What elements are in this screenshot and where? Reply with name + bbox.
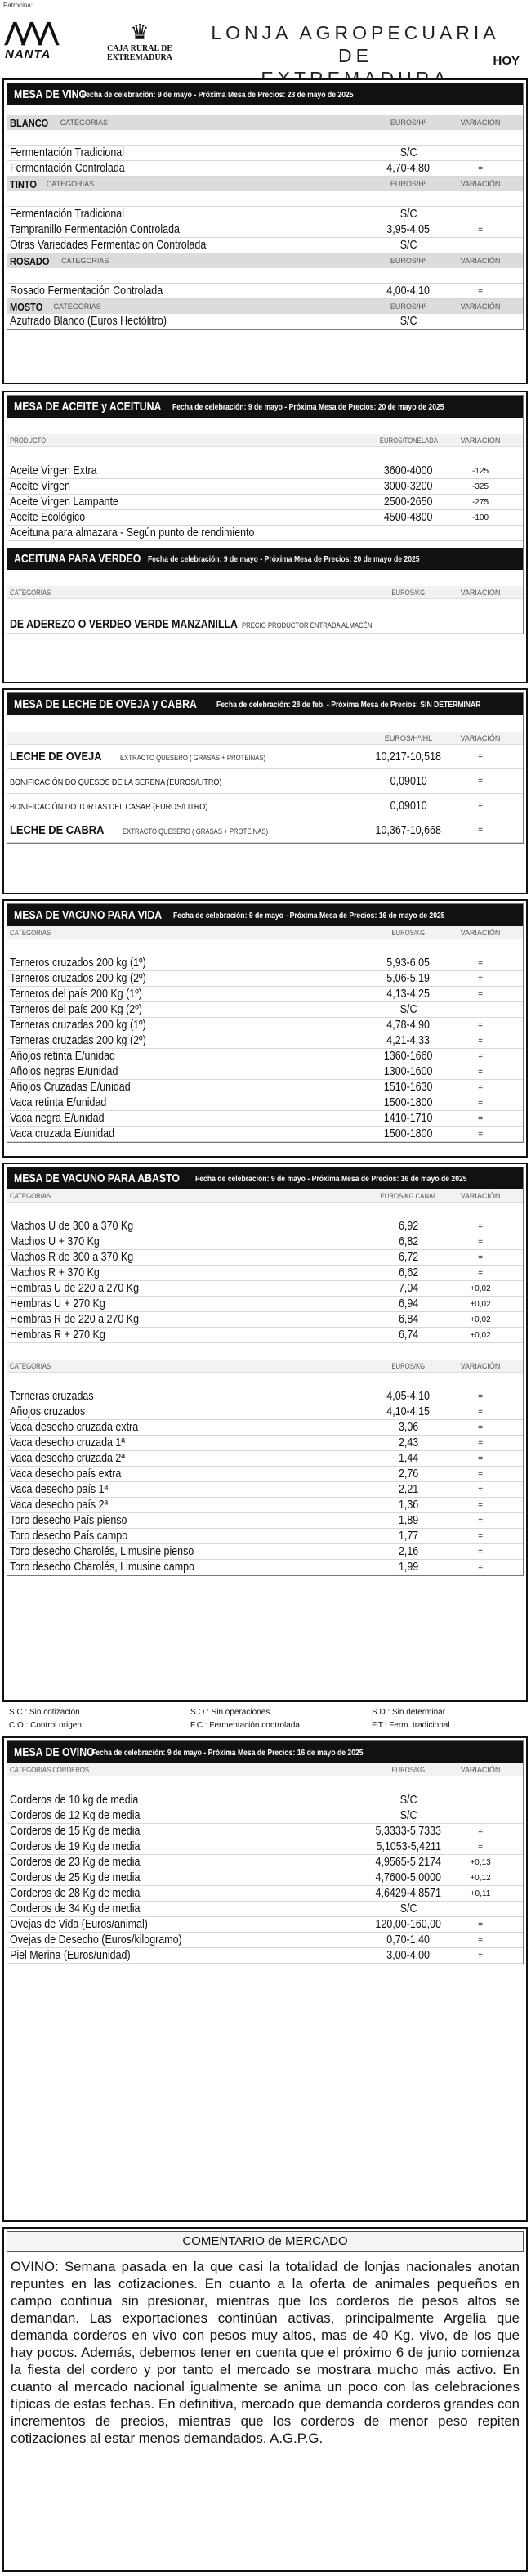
section-vino <box>2 78 528 384</box>
table-row: Vaca desecho cruzada 2ª 1,44 = <box>7 1451 523 1467</box>
hoy-logo: HOY <box>493 54 520 68</box>
table-row: Terneros cruzados 200 kg (1º) 5,93-6,05 = <box>7 956 523 971</box>
table-row: Corderos de 23 Kg de media 4,9565-5,2174 +0,13 <box>7 1855 523 1870</box>
table-row: Toro desecho País pienso 1,89 = <box>7 1513 523 1529</box>
table-row: Otras Variedades Fermentación Controlada S/C <box>7 238 523 253</box>
verdeo-title-bar: ACEITUNA PARA VERDEO Fecha de celebración: 9 de mayo - Próxima Mesa de Precios: 20 de mayo de 2025 <box>7 548 523 570</box>
sponsor-logos <box>5 20 185 69</box>
table-row: Añojos Cruzadas E/unidad 1510-1630 = <box>7 1080 523 1095</box>
market-comment <box>2 2227 528 2572</box>
table-row: Machos R de 300 a 370 Kg 6,72 = <box>7 1250 523 1266</box>
table-row: Vaca desecho cruzada 1ª 2,43 = <box>7 1436 523 1451</box>
table-row: Ovejas de Vida (Euros/animal) 120,00-160,00 = <box>7 1917 523 1933</box>
legend-row: C.O.: Control origen F.C.: Fermentación controlada F.T.: Ferm. tradicional <box>9 1720 450 1730</box>
column-header: EUROS/Hº/HL VARIACIÓN <box>7 732 523 745</box>
table-row: Añojos cruzados 4,10-4,15 = <box>7 1404 523 1420</box>
table-row: Corderos de 28 Kg de media 4,6429-4,8571 +0,11 <box>7 1886 523 1902</box>
table-row: Vaca desecho cruzada extra 3,06 = <box>7 1420 523 1436</box>
table-row: Machos U de 300 a 370 Kg 6,92 = <box>7 1219 523 1234</box>
section-title-bar: MESA DE ACEITE y ACEITUNA Fecha de celebración: 9 de mayo - Próxima Mesa de Precios: 20 de mayo de 2025 <box>7 396 523 418</box>
nanta-logo: ⋀⋀⋀ NANTA <box>5 20 70 67</box>
table-row: Aceituna para almazara - Según punto de rendimiento <box>7 526 523 541</box>
table-row: Corderos de 25 Kg de media 4,7600-5,0000 +0,12 <box>7 1870 523 1886</box>
header <box>0 11 531 72</box>
section-leche <box>2 688 528 894</box>
table-row: BONIFICACIÓN DO QUESOS DE LA SERENA (EUROS/LITRO) 0,09010 = <box>7 769 523 794</box>
table-row: Corderos de 12 Kg de media S/C <box>7 1808 523 1824</box>
section-ovino <box>2 1736 528 2222</box>
section-title-bar: MESA DE VACUNO PARA VIDA Fecha de celebración: 9 de mayo - Próxima Mesa de Precios: 16 de mayo de 2025 <box>7 904 523 926</box>
table-row: Terneros del país 200 Kg (1º) 4,13-4,25 = <box>7 987 523 1002</box>
table-row: Vaca desecho país 2ª 1,36 = <box>7 1498 523 1513</box>
table-row: Machos U + 370 Kg 6,82 = <box>7 1234 523 1250</box>
table-row: Azufrado Blanco (Euros Hectólitro) S/C <box>7 314 523 329</box>
table-row: Fermentación Tradicional S/C <box>7 207 523 222</box>
table-row: Terneras cruzadas 200 kg (1º) 4,78-4,90 = <box>7 1018 523 1033</box>
table-row: Terneros cruzados 200 kg (2º) 5,06-5,19 = <box>7 971 523 987</box>
table-row: Corderos de 10 kg de media S/C <box>7 1793 523 1808</box>
category-row: MOSTO CATEGORIAS EUROS/Hº VARIACIÓN <box>7 299 523 314</box>
table-row <box>7 191 523 207</box>
table-row: Aceite Virgen 3000-3200 -325 <box>7 479 523 495</box>
comment-title: COMENTARIO de MERCADO <box>7 2231 524 2252</box>
table-row: Vaca desecho país extra 2,76 = <box>7 1467 523 1482</box>
table-row: Aceite Ecológico 4500-4800 -100 <box>7 510 523 526</box>
section-vacuno-vida <box>2 899 528 1158</box>
table-row: Vaca desecho país 1ª 2,21 = <box>7 1482 523 1498</box>
page-title: LONJA AGROPECUARIA DE <box>211 22 500 66</box>
table-row: Aceite Virgen Lampante 2500-2650 -275 <box>7 495 523 510</box>
table-row: Tempranillo Fermentación Controlada 3,95-4,05 = <box>7 222 523 238</box>
table-row: Aceite Virgen Extra 3600-4000 -125 <box>7 464 523 479</box>
table-row: Hembras U de 220 a 270 Kg 7,04 +0,02 <box>7 1281 523 1297</box>
verdeo-row: DE ADEREZO O VERDEO VERDE MANZANILLA PRECIO PRODUCTOR ENTRADA ALMACÉN <box>7 616 523 634</box>
section-title-bar: MESA DE VINO Fecha de celebración: 9 de mayo - Próxima Mesa de Precios: 23 de mayo de 2025 <box>7 83 523 105</box>
column-header: CATEGORIAS EUROS/KG VARIACIÓN <box>7 1360 523 1373</box>
table-row: Terneras cruzadas 200 kg (2º) 4,21-4,33 = <box>7 1033 523 1049</box>
table-row: Fermentación Tradicional S/C <box>7 146 523 161</box>
table-row: Hembras U + 270 Kg 6,94 +0,02 <box>7 1297 523 1312</box>
section-vacuno-abasto <box>2 1163 528 1702</box>
table-row: Piel Merina (Euros/unidad) 3,00-4,00 = <box>7 1948 523 1964</box>
category-row: ROSADO CATEGORIAS EUROS/Hº VARIACIÓN <box>7 253 523 268</box>
table-row: Terneras cruzadas 4,05-4,10 = <box>7 1389 523 1404</box>
legend-row: S.C.: Sin cotización S.O.: Sin operaciones S.D.: Sin determinar <box>9 1707 446 1717</box>
table-row: Rosado Fermentación Controlada 4,00-4,10 = <box>7 284 523 299</box>
table-row: Toro desecho Charolés, Limusine campo 1,99 = <box>7 1560 523 1575</box>
table-row: Hembras R + 270 Kg 6,74 +0,02 <box>7 1328 523 1343</box>
comment-text: OVINO: Semana pasada en la que casi la totalidad de lonjas nacionales anotan repuntes en las cotizaciones. En cuanto a la oferta de animales pequeños en campo continua sin presionar, mientras que los corderos de pesos altos se demandan. Las exportaciones continúan activas, principalmente Argelia que demanda corderos en vivo con pesos muy altos, mas de 40 Kg. vivo, de los que hay pocos. Además, debemos tener en cuenta que el próximo 6 de junio comienza la fiesta del cordero y por tanto el mercado se mostrara mucho más activo. En cuanto al mercado nacional igualmente se anima un poco con las celebraciones típicas de estas fechas. En definitiva, mercado que demanda corderos grandes con incrementos de precios, mientras que los corderos de menor peso repiten cotizaciones al estar menos demandados. A.G.P.G. <box>11 2259 520 2446</box>
category-row: BLANCO CATEGORIAS EUROS/Hº VARIACIÓN <box>7 115 523 130</box>
category-row: TINTO CATEGORIAS EUROS/Hº VARIACIÓN <box>7 177 523 191</box>
table-row: Vaca retinta E/unidad 1500-1800 = <box>7 1095 523 1111</box>
table-row: Vaca cruzada E/unidad 1500-1800 = <box>7 1127 523 1142</box>
table-row: Terneros del país 200 Kg (2º) S/C <box>7 1002 523 1018</box>
column-header: CATEGORIAS EUROS/KG VARIACIÓN <box>7 926 523 939</box>
table-row: Ovejas de Desecho (Euros/kilogramo) 0,70-1,40 = <box>7 1933 523 1948</box>
table-row <box>7 130 523 146</box>
nanta-mark-icon: ⋀⋀⋀ <box>5 19 56 46</box>
table-row: Añojos retinta E/unidad 1360-1660 = <box>7 1049 523 1064</box>
column-header: CATEGORIAS CORDEROS EUROS/KG VARIACIÓN <box>7 1763 523 1776</box>
column-header: CATEGORIAS EUROS/KG CANAL VARIACIÓN <box>7 1189 523 1203</box>
section-title-bar: MESA DE VACUNO PARA ABASTO Fecha de celebración: 9 de mayo - Próxima Mesa de Precios: 16 de mayo de 2025 <box>7 1167 523 1189</box>
table-row: Toro desecho Charolés, Limusine pienso 2,16 = <box>7 1544 523 1560</box>
sponsor-label: Patrocina: <box>3 2 33 9</box>
table-row: Corderos de 15 Kg de media 5,3333-5,7333 = <box>7 1824 523 1839</box>
table-row: Fermentación Controlada 4,70-4,80 = <box>7 161 523 177</box>
section-aceite <box>2 391 528 683</box>
table-row: Corderos de 19 Kg de media 5,1053-5,4211 = <box>7 1839 523 1855</box>
legend <box>2 1705 528 1732</box>
table-row: Machos R + 370 Kg 6,62 = <box>7 1266 523 1281</box>
crown-icon: ♛ <box>130 20 149 44</box>
table-row <box>7 268 523 284</box>
table-row: Añojos negras E/unidad 1300-1600 = <box>7 1064 523 1080</box>
table-row: LECHE DE OVEJA EXTRACTO QUESERO ( GRASAS + PROTEINAS) 10,217-10,518 = <box>7 745 523 769</box>
table-row: BONIFICACIÓN DO TORTAS DEL CASAR (EUROS/LITRO) 0,09010 = <box>7 794 523 818</box>
section-title-bar: MESA DE LECHE DE OVEJA y CABRA Fecha de celebración: 28 de feb. - Próxima Mesa de Precios: SIN DETERMINAR <box>7 693 523 715</box>
caja-rural-logo: ♛ CAJA RURAL DE EXTREMADURA <box>87 20 193 67</box>
column-header: PRODUCTO EUROS/TONELADA VARIACIÓN <box>7 434 523 447</box>
table-row: LECHE DE CABRA EXTRACTO QUESERO ( GRASAS + PROTEINAS) 10,367-10,668 = <box>7 818 523 843</box>
column-header: CATEGORIAS EUROS/KG VARIACIÓN <box>7 586 523 599</box>
table-row: Corderos de 34 Kg de media S/C <box>7 1902 523 1917</box>
table-row: Toro desecho País campo 1,77 = <box>7 1529 523 1544</box>
table-row: Hembras R de 220 a 270 Kg 6,84 +0,02 <box>7 1312 523 1328</box>
section-title-bar: MESA DE OVINO Fecha de celebración: 9 de mayo - Próxima Mesa de Precios: 16 de mayo de 2025 <box>7 1741 523 1763</box>
table-row: Vaca negra E/unidad 1410-1710 = <box>7 1111 523 1127</box>
